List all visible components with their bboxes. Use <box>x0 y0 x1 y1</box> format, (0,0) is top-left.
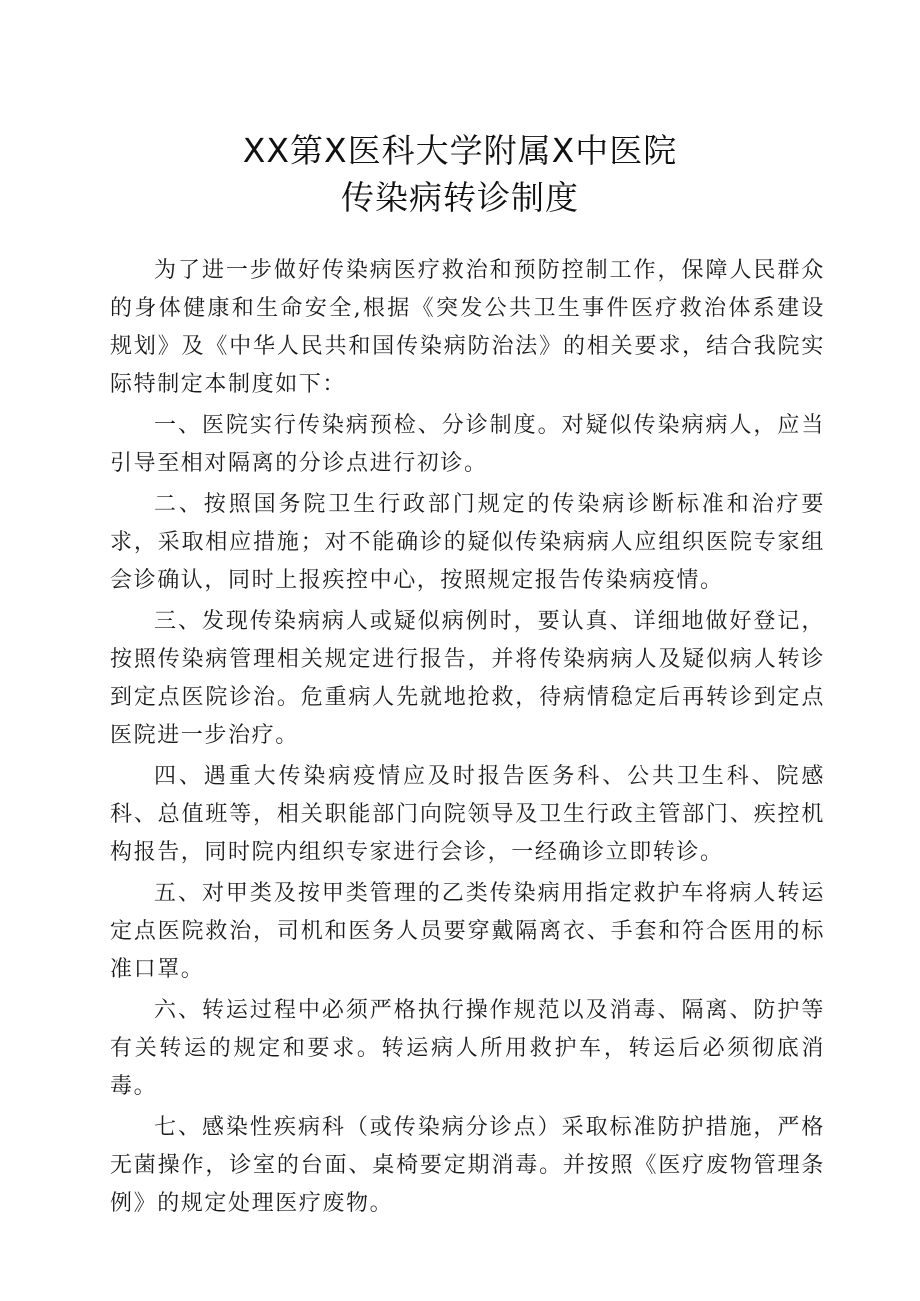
paragraph-item-3: 三、发现传染病病人或疑似病例时，要认真、详细地做好登记，按照传染病管理相关规定进行报告，并将传染病病人及疑似病人转诊到定点医院诊治。危重病人先就地抢救，待病情稳定后再转诊到定点医院进一步治疗。 <box>110 609 825 748</box>
paragraph-item-1: 一、医院实行传染病预检、分诊制度。对疑似传染病病人，应当引导至相对隔离的分诊点进行初诊。 <box>110 413 825 476</box>
paragraph-item-2: 二、按照国务院卫生行政部门规定的传染病诊断标准和治疗要求，采取相应措施；对不能确诊的疑似传染病病人应组织医院专家组会诊确认，同时上报疾控中心，按照规定报告传染病疫情。 <box>110 492 825 593</box>
paragraph-intro: 为了进一步做好传染病医疗救治和预防控制工作，保障人民群众的身体健康和生命安全,根据《突发公共卫生事件医疗救治体系建设规划》及《中华人民共和国传染病防治法》的相关要求，结合我院实际特制定本制度如下： <box>110 258 825 397</box>
paragraph-item-6: 六、转运过程中必须严格执行操作规范以及消毒、隔离、防护等有关转运的规定和要求。转运病人所用救护车，转运后必须彻底消毒。 <box>110 998 825 1099</box>
document-subtitle: 传染病转诊制度 <box>341 178 579 217</box>
document-body <box>110 252 825 1226</box>
paragraph-item-5: 五、对甲类及按甲类管理的乙类传染病用指定救护车将病人转运定点医院救治，司机和医务人员要穿戴隔离衣、手套和符合医用的标准口罩。 <box>110 881 825 982</box>
paragraph-item-4: 四、遇重大传染病疫情应及时报告医务科、公共卫生科、院感科、总值班等，相关职能部门向院领导及卫生行政主管部门、疾控机构报告，同时院内组织专家进行会诊，一经确诊立即转诊。 <box>110 764 825 865</box>
paragraph-item-7: 七、感染性疾病科（或传染病分诊点）采取标准防护措施，严格无菌操作，诊室的台面、桌椅要定期消毒。并按照《医疗废物管理条例》的规定处理医疗废物。 <box>110 1115 825 1216</box>
document-title: XX第X医科大学附属X中医院 <box>242 131 678 170</box>
